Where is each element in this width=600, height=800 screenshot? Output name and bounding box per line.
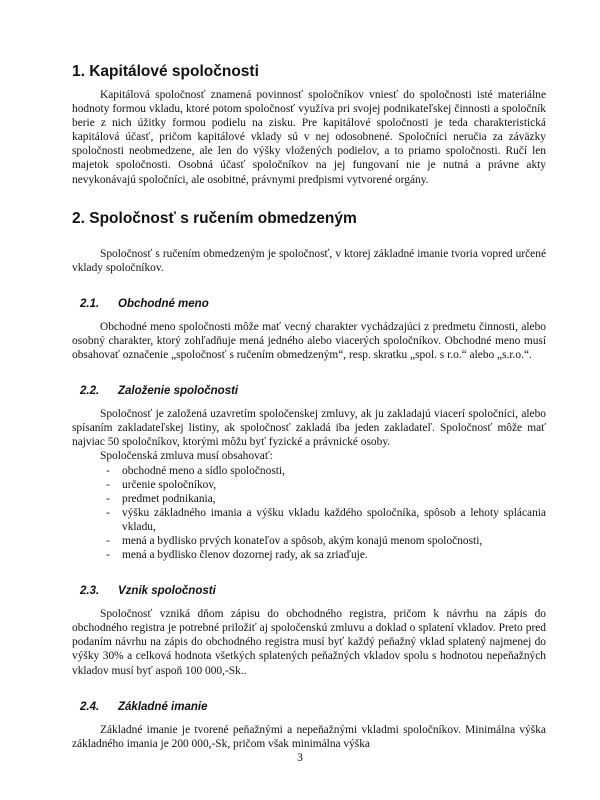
subheading-zalozenie	[72, 384, 546, 399]
subheading-title: Základné imanie	[118, 700, 208, 713]
paragraph-sro: Spoločnosť s ručením obmedzeným je spoločnosť, v ktorej základné imanie tvoria vopred určené vklady spoločníkov.	[72, 247, 546, 274]
paragraph-zakladne-imanie: Základné imanie je tvorené peňažnými a nepeňažnými vkladmi spoločníkov. Minimálna výška základného imania je 200 000,-Sk, pričom však minimálna výška	[72, 723, 546, 750]
subheading-obchodne-meno	[72, 297, 546, 312]
requirements-list	[72, 464, 546, 563]
subheading-number: 2.3.	[80, 585, 100, 598]
heading-sro: 2. Spoločnosť s ručením obmedzeným	[72, 209, 357, 227]
subheading-title: Založenie spoločnosti	[118, 385, 239, 398]
heading-kapitalove-spolocnosti: 1. Kapitálové spoločnosti	[72, 63, 259, 80]
subheading-title: Obchodné meno	[118, 297, 209, 310]
list-item: - výšku základného imania a výšku vkladu každého spoločníka, spôsob a lehoty splácania vkladu,	[106, 506, 546, 534]
subheading-vznik	[72, 584, 546, 599]
page-content	[72, 62, 546, 751]
list-item: - určenie spoločníkov,	[106, 478, 546, 492]
list-item: - predmet podnikania,	[106, 492, 546, 506]
subheading-number: 2.4.	[80, 700, 100, 713]
paragraph-obchodne-meno: Obchodné meno spoločnosti môže mať vecný charakter vychádzajúci z predmetu činnosti, alebo osobný charakter, ktorý zohľadňuje mená jedného alebo viacerých spoločníkov. Obchodné meno musí obsahovať označenie „spoločnosť s ručením obmedzeným“, resp. skratku „spol. s r.o.“ alebo „s.r.o.“.	[72, 320, 546, 362]
paragraph-kapitalove-spolocnosti: Kapitálová spoločnosť znamená povinnosť spoločníkov vniesť do spoločnosti isté materiálne hodnoty formou vkladu, ktoré potom spoločnosť využíva pri svojej podnikateľskej činnosti a spoločník berie z nich úžitky formou podielu na zisku. Pre kapitálové spoločnosti je teda charakteristická kapitálová účasť, pričom kapitálové vklady sú v nej odosobnené. Spoločníci neručia za záväzky spoločnosti neobmedzene, ale len do výšky vložených podielov, a to priamo spoločnosti. Ručí len majetok spoločnosti. Osobná účasť spoločníkov na jej fungovaní nie je nutná a právne akty nevykonávajú spoločníci, ale osobitné, právnymi predpismi vytvorené orgány.	[72, 89, 546, 186]
paragraph-zalozenie: Spoločnosť je založená uzavretím spoločenskej zmluvy, ak ju zakladajú viacerí spoločníci, alebo spísaním zakladateľskej listiny, ak spoločnosť zakladá iba jeden zakladateľ. Spoločnosť môže mať najviac 50 spoločníkov, ktorými môžu byť fyzické a právnické osoby.	[72, 408, 546, 449]
list-intro: Spoločenská zmluva musí obsahovať:	[100, 450, 273, 463]
paragraph-vznik: Spoločnosť vzniká dňom zápisu do obchodného registra, pričom k návrhu na zápis do obchodného registra je potrebné priložiť aj spoločenskú zmluvu a doklad o splatení vkladov. Preto pred podaním návrhu na zápis do obchodného registra musí byť každý peňažný vklad splatený najmenej do výšky 30% a celková hodnota všetkých splatených peňažných vkladov spolu s hodnotou nepeňažných vkladov musí byť aspoň 100 000,-Sk..	[72, 608, 546, 677]
list-item: - obchodné meno a sídlo spoločnosti,	[106, 464, 546, 478]
page-number: 3	[297, 752, 303, 764]
subheading-number: 2.1.	[80, 297, 100, 310]
subheading-zakladne-imanie	[72, 700, 546, 715]
subheading-number: 2.2.	[80, 385, 100, 398]
subheading-title: Vznik spoločnosti	[118, 585, 216, 598]
list-item: - mená a bydlisko prvých konateľov a spôsob, akým konajú menom spoločnosti,	[106, 534, 546, 548]
list-item: - mená a bydlisko členov dozornej rady, ak sa zriaďuje.	[106, 548, 546, 562]
